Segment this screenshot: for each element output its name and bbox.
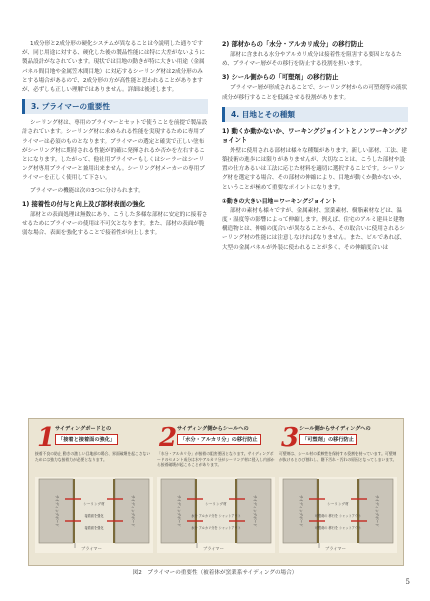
figure-caption: 図2 プライマーの重要性（被着体が窯業系サイディングの場合） bbox=[132, 570, 298, 576]
panel-title bbox=[279, 423, 397, 453]
moisture-paragraph: 部材に含まれる水分やアルカリ成分は接着性を阻害する要因となるため、プライマー層がその移行を防止する役割を担います。 bbox=[222, 52, 402, 68]
joint-diagram bbox=[157, 477, 275, 553]
panel-title bbox=[35, 423, 153, 453]
panel-number: 3 bbox=[281, 423, 300, 453]
panel-title-line-2: 「可塑剤」の移行防止 bbox=[299, 434, 357, 445]
label-effect-2: 可塑剤の 移行を シャットアウト bbox=[314, 526, 362, 530]
joints-paragraph: 外壁に使用される部材は様々な種類があります。新しい部材、工法、建築技術の進歩には限りがありませんが、大切なことは、こうした部材や設置の仕方あるいは工法に応じた材料を適切に選択することです。シーリング材を選定する場合、その部材の伸縮により、目地が動くか動かないか、ということが極めて重要なポイントになります。 bbox=[222, 147, 407, 191]
label-board-left: サイディングボード bbox=[177, 495, 181, 527]
label-board-right: サイディングボード bbox=[253, 495, 257, 527]
joint-diagram bbox=[35, 477, 153, 553]
primer-layer-right bbox=[235, 479, 237, 543]
panel-title bbox=[157, 423, 275, 453]
right-column bbox=[222, 40, 408, 256]
label-effect-2: 接着面を強化 bbox=[84, 526, 104, 530]
primer-figure bbox=[28, 418, 404, 566]
label-sealant: シーリング材 bbox=[327, 502, 349, 506]
sealant bbox=[319, 479, 357, 543]
panel-description: 接着不良の防止 動きの激しい目地部の場合、界面破壊を起こさないためには強力な接着力が必要となります。 bbox=[35, 451, 151, 462]
label-sealant: シーリング材 bbox=[83, 502, 105, 506]
primer-layer-left bbox=[317, 479, 319, 543]
label-effect-1: 水分 アルカリ分を シャットアウト bbox=[191, 514, 241, 518]
panel-title-line-1: シール側からサイディングへの bbox=[299, 426, 371, 432]
section-4-heading: 4. 目地とその種類 bbox=[222, 107, 408, 122]
primer-label: プライマー bbox=[81, 546, 102, 551]
subheading-moisture: 2) 部材からの「水分・アルカリ成分」の移行防止 bbox=[222, 41, 364, 48]
intro-paragraph: 1成分形と2成分形の硬化システムが異なることは今説明した通りですが、同じ用途に対する、硬化した後の製品性能には特に大差がないように製品設計がなされています。現状では目地の動きが特に大きい用途（金属パネル間目地や金属笠木間目地）に対応するシーリング材は2成分形のみとする場合があるので、2成分形の方が高性能と思われることがありますが、必ずしも正しい理解ではありません。詳細は後述します。 bbox=[22, 41, 205, 94]
primer-layer-right bbox=[113, 479, 115, 543]
label-board-right: サイディングボード bbox=[131, 495, 135, 527]
subheading-plasticizer: 3) シール側からの「可塑剤」の移行防止 bbox=[222, 74, 339, 82]
section-3-heading: 3. プライマーの重要性 bbox=[22, 99, 208, 114]
figure-panel-1 bbox=[35, 425, 153, 557]
label-effect-2: 水分 アルカリ分を シャットアウト bbox=[191, 526, 241, 530]
subheading-working-joint: ①動きの大きい目地＝ワーキングジョイント bbox=[222, 198, 337, 205]
primer-layer-left bbox=[195, 479, 197, 543]
panel-title-line-1: サイディング側からシールへの bbox=[177, 426, 249, 432]
figure-panel-3 bbox=[279, 425, 397, 557]
label-board-right: サイディングボード bbox=[375, 495, 379, 527]
primer-label: プライマー bbox=[325, 546, 346, 551]
panel-title-line-2: 「水分・アルカリ分」の移行防止 bbox=[177, 434, 261, 445]
adhesion-paragraph: 部材との表面処理は無数にあり、こうした多様な部材に安定的に接着させるためにプライマーの使用は不可欠となります。また、部材の表面が脆弱な場合、表面を強化することで接着性が向上します。 bbox=[22, 211, 208, 237]
panel-description: 「水分・アルカリ分」が接着の阻害要因となります。サイディングボードのセメント成分は水やアルカリ分がシーリング材に侵入し内部から接着破壊が起こることがあります。 bbox=[157, 451, 275, 468]
primer-layer-right bbox=[357, 479, 359, 543]
panel-number: 2 bbox=[159, 423, 178, 453]
panel-title-line-1: サイディングボードとの bbox=[55, 426, 112, 432]
joint-diagram bbox=[279, 477, 397, 553]
page-number: 5 bbox=[405, 578, 410, 586]
subheading-joints: 1) 動くか動かないか、ワーキングジョイントとノンワーキングジョイント bbox=[222, 127, 408, 144]
panel-title-line-2: 「接着と接着面の強化」 bbox=[55, 434, 118, 445]
label-effect-1: 可塑剤の 移行を シャットアウト bbox=[314, 514, 362, 518]
sealant bbox=[197, 479, 235, 543]
panel-description: 可塑剤は、シール材の柔軟性を保持する役割を持っています。可塑剤が抜けるとひび割れし、階下汚れ・汚れの原因となってしまいます。 bbox=[279, 451, 397, 462]
section-3-paragraph-1: シーリング材は、専用のプライマーとセットで使うことを前提で製品設計されています。シーリング材に求められる性能を実現するために専用プライマーは必須のものとなります。プライマーの選定と確実で正しい塗布がシーリング材に期待される性能が的確に発揮されるか否かを左右することになります。したがって、他社用プライマーもしくはシーラーはシーリング材専用プライマーと兼用出来ません。シーリング材メーカーの専用プライマーを正しく使用して下さい。 bbox=[22, 120, 208, 182]
label-board-left: サイディングボード bbox=[55, 495, 59, 527]
subheading-adhesion: 1) 接着性の付与と向上及び部材表面の強化 bbox=[22, 200, 145, 208]
section-3-paragraph-2: プライマーの機能は次の3つに分けられます。 bbox=[30, 187, 144, 194]
working-joint-paragraph: 部材の素材も様々ですが、金属素材、窯業素材、樹脂素材などは、温度・湿度等の影響によって伸縮します。例えば、住宅のアルミ建具と建物構造物とは、伸縮の度合いが異なることから、その取合いに使用されるシーリング材の性能には注意しなければなりません。また、ビルであれば、大型の金属パネルが外装に使われることが多く、その伸縮度合いは bbox=[222, 207, 406, 251]
primer-layer-left bbox=[73, 479, 75, 543]
sealant bbox=[75, 479, 113, 543]
label-sealant: シーリング材 bbox=[205, 502, 227, 506]
panel-number: 1 bbox=[37, 423, 56, 453]
left-column bbox=[22, 40, 208, 241]
primer-label: プライマー bbox=[203, 546, 224, 551]
label-board-left: サイディングボード bbox=[299, 495, 303, 527]
label-effect-1: 接着面を強化 bbox=[84, 514, 104, 518]
figure-panel-2 bbox=[157, 425, 275, 557]
plasticizer-paragraph: プライマー層が形成されることで、シーリング材からの可塑剤等の液状成分が移行することを低減させる役割があります。 bbox=[222, 85, 408, 101]
